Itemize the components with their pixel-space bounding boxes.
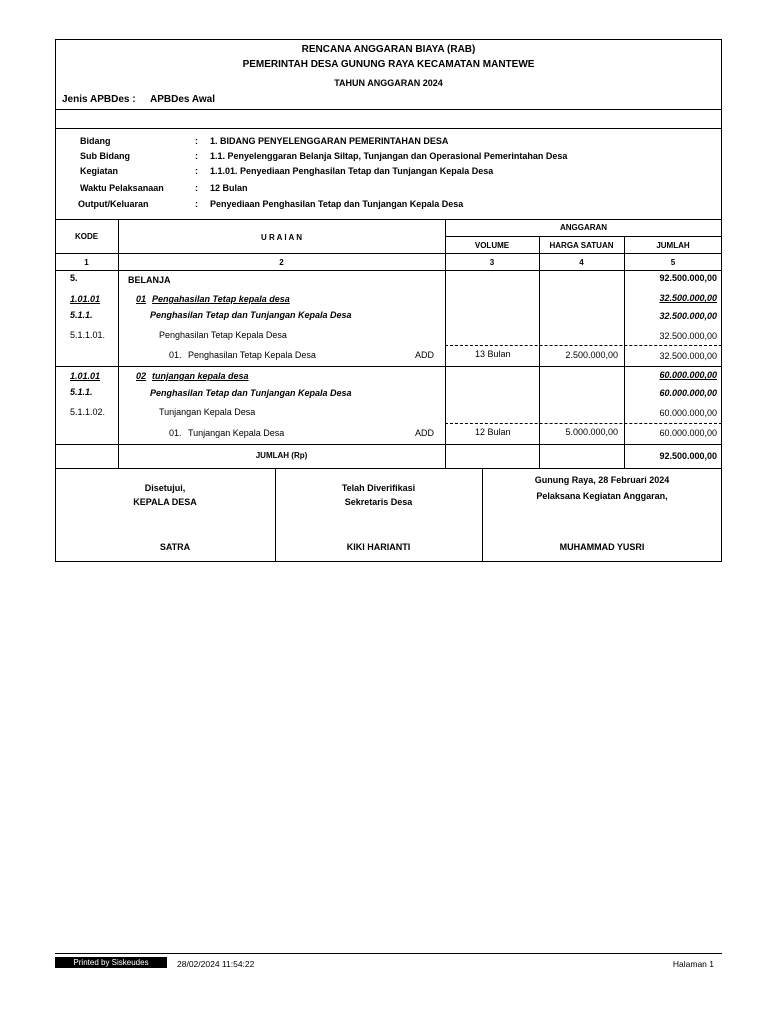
divider	[445, 236, 722, 237]
dashed-separator	[445, 423, 722, 424]
info-value-sub-bidang: 1.1. Penyelenggaran Belanja Siltap, Tunjangan dan Operasional Pemerintahan Desa	[210, 151, 568, 161]
divider	[55, 444, 722, 445]
table-top-border	[55, 219, 722, 220]
row-jumlah: 60.000.000,00	[659, 428, 717, 438]
info-label-sub-bidang: Sub Bidang	[80, 151, 130, 161]
row-source-tag: ADD	[415, 428, 435, 438]
row-kode: 1.01.01	[70, 371, 101, 381]
row-uraian: BELANJA	[128, 275, 171, 285]
signature-2-line1: Telah Diverifikasi	[341, 483, 416, 493]
signature-1-name: SATRA	[159, 542, 191, 552]
row-jumlah: 32.500.000,00	[659, 293, 717, 303]
col-number: 2	[279, 258, 284, 267]
col-number: 1	[84, 258, 89, 267]
col-header-jumlah: JUMLAH	[656, 241, 690, 250]
row-num: 01.	[169, 428, 182, 438]
row-volume: 13 Bulan	[475, 349, 511, 359]
row-num: 02	[136, 371, 147, 381]
signature-1-line2: KEPALA DESA	[133, 497, 197, 507]
page-number: Halaman 1	[672, 959, 714, 969]
jenis-apbdes-label: Jenis APBDes :	[62, 94, 136, 105]
row-uraian: Penghasilan Tetap Kepala Desa	[188, 350, 316, 360]
info-label-output: Output/Keluaran	[78, 199, 149, 209]
signature-3-name: MUHAMMAD YUSRI	[559, 542, 645, 552]
signature-3-line2: Pelaksana Kegiatan Anggaran,	[536, 491, 668, 501]
divider	[55, 253, 722, 254]
row-kode: 5.1.1.	[70, 387, 93, 397]
divider	[55, 468, 722, 469]
row-uraian: Penghasilan Tetap Kepala Desa	[159, 330, 287, 340]
info-value-output: Penyediaan Penghasilan Tetap dan Tunjangan Kepala Desa	[210, 199, 464, 209]
printed-by-badge	[55, 957, 167, 968]
document-title: RENCANA ANGGARAN BIAYA (RAB)	[301, 44, 476, 55]
row-jumlah: 60.000.000,00	[659, 388, 717, 398]
row-jumlah: 60.000.000,00	[659, 408, 717, 418]
fiscal-year	[55, 78, 722, 89]
col-header-uraian: U R A I A N	[260, 233, 303, 242]
info-colon: :	[195, 166, 198, 176]
col-header-harga-satuan: HARGA SATUAN	[549, 241, 614, 250]
row-kode: 1.01.01	[70, 294, 101, 304]
print-timestamp: 28/02/2024 11:54:22	[177, 959, 255, 969]
printed-by-text: Printed by Siskeudes	[73, 958, 149, 967]
info-value-waktu: 12 Bulan	[210, 183, 248, 193]
col-number: 3	[489, 258, 495, 267]
info-value-bidang: 1. BIDANG PENYELENGGARAN PEMERINTAHAN DESA	[210, 136, 449, 146]
row-uraian: tunjangan kepala desa	[152, 371, 249, 381]
divider	[55, 270, 722, 271]
fiscal-year-label: TAHUN ANGGARAN	[334, 78, 421, 88]
signature-2-name: KIKI HARIANTI	[346, 542, 411, 552]
info-colon: :	[195, 183, 198, 193]
row-volume: 12 Bulan	[475, 427, 511, 437]
info-value-kegiatan: 1.1.01. Penyediaan Penghasilan Tetap dan Tunjangan Kepala Desa	[210, 166, 494, 176]
row-jumlah: 32.500.000,00	[659, 351, 717, 361]
row-uraian: Penghasilan Tetap dan Tunjangan Kepala Desa	[150, 310, 352, 320]
fiscal-year-value: 2024	[422, 78, 443, 88]
signature-1-line1: Disetujui,	[144, 483, 186, 493]
divider	[55, 109, 722, 110]
row-kode: 5.	[70, 273, 78, 283]
row-source-tag: ADD	[415, 350, 435, 360]
row-uraian: Tunjangan Kepala Desa	[188, 428, 285, 438]
info-label-bidang: Bidang	[80, 136, 111, 146]
total-value: 92.500.000,00	[659, 451, 717, 461]
col-number: 5	[670, 258, 676, 267]
info-colon: :	[195, 136, 198, 146]
divider	[55, 366, 722, 367]
document-subtitle: PEMERINTAH DESA GUNUNG RAYA KECAMATAN MANTEWE	[242, 59, 535, 70]
col-header-kode: KODE	[74, 232, 99, 241]
info-colon: :	[195, 151, 198, 161]
signature-3-line1: Gunung Raya, 28 Februari 2024	[534, 475, 670, 485]
col-header-anggaran: ANGGARAN	[559, 223, 608, 232]
jenis-apbdes-value: APBDes Awal	[150, 94, 216, 105]
row-uraian: Penghasilan Tetap dan Tunjangan Kepala Desa	[150, 388, 352, 398]
row-uraian: Pengahasilan Tetap kepala desa	[152, 294, 290, 304]
divider	[55, 128, 722, 129]
row-jumlah: 60.000.000,00	[659, 370, 717, 380]
row-kode: 5.1.1.	[70, 310, 93, 320]
col-number: 4	[579, 258, 584, 267]
row-kode: 5.1.1.01.	[70, 330, 106, 340]
info-colon: :	[195, 199, 198, 209]
row-jumlah: 92.500.000,00	[659, 273, 717, 283]
signature-2-line2: Sekretaris Desa	[344, 497, 413, 507]
row-harga: 5.000.000,00	[565, 427, 618, 437]
row-jumlah: 32.500.000,00	[659, 311, 717, 321]
row-kode: 5.1.1.02.	[70, 407, 106, 417]
row-num: 01.	[169, 350, 182, 360]
info-label-kegiatan: Kegiatan	[80, 166, 119, 176]
row-harga: 2.500.000,00	[565, 350, 618, 360]
total-label: JUMLAH (Rp)	[255, 451, 308, 460]
footer-divider	[55, 953, 722, 954]
row-num: 01	[136, 294, 147, 304]
info-label-waktu: Waktu Pelaksanaan	[80, 183, 164, 193]
row-uraian: Tunjangan Kepala Desa	[159, 407, 256, 417]
dashed-separator	[445, 345, 722, 346]
col-header-volume: VOLUME	[474, 241, 510, 250]
row-jumlah: 32.500.000,00	[659, 331, 717, 341]
